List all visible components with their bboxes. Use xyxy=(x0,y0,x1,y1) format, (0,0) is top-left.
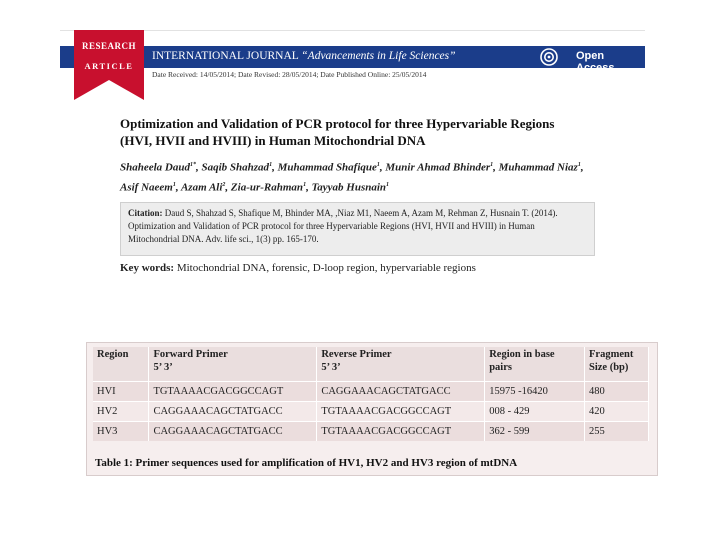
column-header xyxy=(93,347,149,381)
publication-dates: Date Received: 14/05/2014; Date Revised: 28/05/2014; Date Published Online: 25/05/2014 xyxy=(152,70,427,79)
table-cell: HV3 xyxy=(93,421,149,441)
author-affiliation: 2 xyxy=(222,181,226,188)
table-header-row xyxy=(93,347,649,381)
column-header-line2: pairs xyxy=(489,362,512,373)
keywords-text: Mitochondrial DNA, forensic, D-loop region, hypervariable regions xyxy=(176,262,476,274)
table-cell: 420 xyxy=(585,401,649,421)
author-name: Zia-ur-Rahman xyxy=(230,181,304,194)
primer-table-figure xyxy=(86,342,658,476)
column-header-line1: Reverse Primer xyxy=(321,349,392,360)
paper-title: Optimization and Validation of PCR protocol for three Hypervariable Regions (HVI, HVII and HVIII) in Human Mitochondrial DNA xyxy=(120,116,555,148)
author-affiliation: 1 xyxy=(172,181,176,188)
author-affiliation: 1 xyxy=(577,162,581,168)
column-header-line1: Fragment xyxy=(589,349,634,360)
table-cell: 362 - 599 xyxy=(485,421,585,441)
column-header xyxy=(149,347,317,381)
table-cell: 15975 -16420 xyxy=(485,381,585,401)
table-row xyxy=(93,381,649,401)
table-cell: HV2 xyxy=(93,401,149,421)
table-cell: TGTAAAACGACGGCCAGT xyxy=(149,381,317,401)
author-name: Tayyab Husnain xyxy=(311,181,387,194)
table-cell: CAGGAAACAGCTATGACC xyxy=(149,401,317,421)
research-article-ribbon xyxy=(74,30,144,100)
ribbon-line-1: RESEARCH xyxy=(81,41,136,51)
column-header xyxy=(317,347,485,381)
column-header-line1: Forward Primer xyxy=(153,349,228,360)
table-cell: CAGGAAACAGCTATGACC xyxy=(149,421,317,441)
keywords-label: Key words: xyxy=(120,262,175,274)
author-name: Asif Naeem xyxy=(120,181,173,194)
keywords xyxy=(120,262,476,274)
open-access-icon xyxy=(540,48,558,66)
author-name: Munir Ahmad Bhinder xyxy=(385,161,491,174)
citation-text: Daud S, Shahzad S, Shafique M, Bhinder MA, ,Niaz M1, Naeem A, Azam M, Rehman Z, Husnain T. (2014). Optimization and Validation of PCR protocol for three Hypervariable Regions (HVI, HVII and HVIII) in Human Mitochondrial DNA. Adv. life sci., 1(3) pp. 165-170. xyxy=(128,208,558,244)
table-cell: 480 xyxy=(585,381,649,401)
journal-title: INTERNATIONAL JOURNAL “Advancements in Life Sciences” xyxy=(152,50,456,62)
journal-header-bar xyxy=(60,46,645,74)
column-header-line2: 5’ 3’ xyxy=(321,362,341,373)
ribbon-line-2: ARTICLE xyxy=(84,61,134,71)
author-list: Shaheela Daud$^{1*}$, Saqib Shahzad$^1$, Muhammad Shafique$^1$, Munir Ahmad Bhinder$^1$, Muhammad Niaz$^1$, Asif Naeem$^1$, Azam Ali$^2$, Zia-ur-Rahman$^1$, Tayyab Husnain$^1$ xyxy=(120,161,584,194)
author-affiliation: 1 xyxy=(269,162,273,168)
table-cell: 255 xyxy=(585,421,649,441)
author-affiliation: 1 xyxy=(490,162,494,168)
author-affiliation: 1 xyxy=(303,181,307,188)
column-header-line1: Region xyxy=(97,349,129,360)
citation-box xyxy=(120,202,595,256)
table-cell: HVI xyxy=(93,381,149,401)
table-row xyxy=(93,401,649,421)
primer-table xyxy=(93,347,649,441)
column-header-line2: 5’ 3’ xyxy=(153,362,173,373)
author-name: Shaheela Daud xyxy=(120,161,190,174)
table-cell: TGTAAAACGACGGCCAGT xyxy=(317,401,485,421)
column-header-line2: Size (bp) xyxy=(589,362,629,373)
column-header xyxy=(585,347,649,381)
table-row xyxy=(93,421,649,441)
author-affiliation: 1* xyxy=(190,162,196,168)
open-access-label: Open Access xyxy=(576,50,615,74)
author-affiliation: 1 xyxy=(376,162,380,168)
table-caption: Table 1: Primer sequences used for amplification of HV1, HV2 and HV3 region of mtDNA xyxy=(95,457,518,469)
column-header-line1: Region in base xyxy=(489,349,555,360)
author-name: Saqib Shahzad xyxy=(201,161,270,174)
column-header xyxy=(485,347,585,381)
author-name: Muhammad Niaz xyxy=(498,161,578,174)
citation-label: Citation: xyxy=(128,208,163,218)
author-name: Muhammad Shafique xyxy=(277,161,377,174)
table-cell: TGTAAAACGACGGCCAGT xyxy=(317,421,485,441)
author-affiliation: 1 xyxy=(386,181,390,188)
author-name: Azam Ali xyxy=(180,181,223,194)
table-cell: CAGGAAACAGCTATGACC xyxy=(317,381,485,401)
table-cell: 008 - 429 xyxy=(485,401,585,421)
top-rule xyxy=(60,30,645,31)
